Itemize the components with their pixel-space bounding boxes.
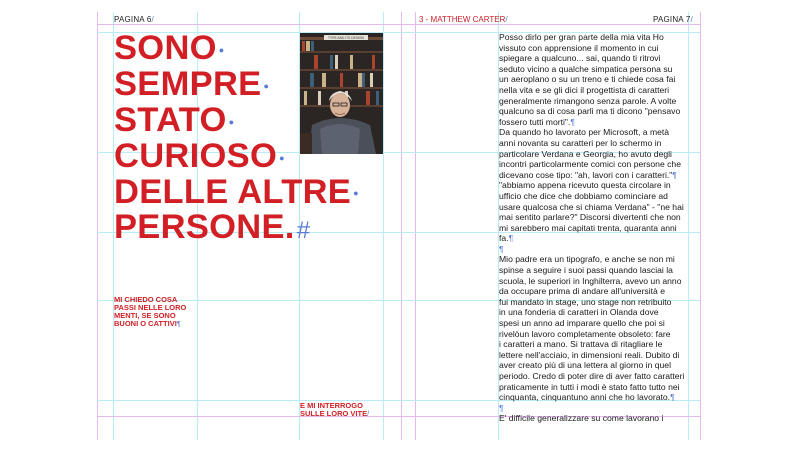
running-head [419, 15, 508, 24]
body-line: qualcuno sa di cosa parli ma ti dicono "pensavo [499, 106, 681, 117]
pull-quote[interactable]: E MI INTERROGO SULLE LORO VITE/ [300, 401, 370, 418]
body-line: anni novanta su caratteri per lo schermo in [499, 137, 662, 148]
spine-guide [415, 12, 416, 440]
body-line: nella vita e se gli dici il progettista di caratteri [499, 84, 670, 95]
body-line: spinse a seguire i suoi passi quando lasciai la [499, 265, 673, 276]
body-line: praticamente in tutti i modi è stato fatto tutto nei [499, 381, 680, 392]
body-line: mi sarebbero mai capitati trenta, quaranta anni [499, 222, 677, 233]
body-line: generalmente rimangono senza parole. A volte [499, 95, 677, 106]
frame-break-mark: / [151, 15, 154, 24]
frame-break-mark: / [505, 15, 508, 24]
body-line: vissuto con apprensione il momento in cui [499, 42, 659, 53]
end-of-story-mark: # [296, 217, 311, 245]
body-line: usare qualcosa che si chiama Verdana" - "ne hai [499, 201, 684, 212]
space-marker-icon: ● [228, 116, 235, 127]
headline-line: CURIOSO ● [114, 136, 285, 175]
page-label-left-text: PAGINA 6 [114, 15, 152, 24]
paragraph-mark-icon: ¶ [508, 233, 514, 244]
paragraph-mark-icon: ¶ [672, 169, 677, 180]
body-line: in una fonderia di caratteri in Olanda dove [499, 307, 659, 318]
top-margin-guide [97, 24, 700, 25]
photo-image [300, 33, 383, 154]
body-line: da occupare prima di andare all'università e [499, 286, 665, 297]
pull-quote[interactable]: MI CHIEDO COSA PASSI NELLE LORO MENTI, SE SONO BUONI O CATTIVI¶ [114, 295, 187, 328]
body-line: cinquanta, cinquantuno anni che ho lavorato.¶ [499, 392, 675, 403]
body-line [499, 244, 687, 255]
body-line [499, 403, 687, 414]
paragraph-mark-icon: ¶ [176, 319, 181, 328]
body-line: mai sentito parlare?" Discorsi divertenti che non [499, 212, 681, 223]
body-line: spesi un anno ad imparare quello che poi si [499, 318, 665, 329]
column-guide [688, 12, 689, 440]
body-line: Da quando ho lavorato per Microsoft, a metà [499, 127, 670, 138]
body-line: rivelòun lavoro completamente obsoleto: fare [499, 328, 671, 339]
space-marker-icon: ● [263, 80, 270, 91]
space-marker-icon: ● [279, 152, 285, 163]
body-line: Posso dirlo per gran parte della mia vita Ho [499, 32, 664, 42]
spine-guide [401, 12, 402, 440]
page-label-right-text: PAGINA 7 [653, 15, 691, 24]
space-marker-icon: ● [353, 188, 359, 199]
body-line: E' difficile generalizzare su come lavorano i [499, 413, 664, 424]
page-label-right [653, 15, 693, 24]
paragraph-mark-icon: ¶ [670, 392, 675, 403]
body-line: incontri particolarmente comici con persone che [499, 159, 681, 170]
headline-line: SONO ● [114, 29, 225, 67]
body-line: Mio padre era un tipografo, e anche se non mi [499, 254, 675, 265]
body-line: "abbiamo appena ricevuto questa circolare in [499, 180, 671, 191]
body-line: spiegare a qualcuno... sai, quando ti ritrovi [499, 53, 661, 64]
headline-line: SEMPRE ● [114, 64, 270, 103]
column-guide [383, 12, 384, 440]
body-line: dicevano cose tipo: "ah, lavori con i caratteri."¶ [499, 169, 677, 180]
headline-line: STATO ● [114, 100, 235, 139]
body-line: aver creato più di una lettera al giorno in quel [499, 360, 671, 371]
frame-break-mark: / [367, 409, 370, 418]
margin-guide [700, 12, 701, 440]
frame-break-mark: / [690, 15, 693, 24]
body-line: seduto vicino a qualche simpatica persona su [499, 63, 673, 74]
body-text-frame[interactable] [499, 32, 687, 424]
headline-line: DELLE ALTRE ● [114, 172, 359, 211]
margin-guide [97, 12, 98, 440]
headline-line: PERSONE.# [114, 208, 311, 247]
space-marker-icon: ● [218, 44, 225, 55]
body-line: ufficio che dice che dobbiamo cominciare ad [499, 190, 668, 201]
body-line: un aeroplano o su un treno e ti chiede cosa fai [499, 74, 676, 85]
paragraph-mark-icon: ¶ [499, 243, 504, 254]
body-line: fossero tutti morti".¶ [499, 116, 575, 127]
paragraph-mark-icon: ¶ [499, 402, 504, 413]
body-line: particolare Verdana e Georgia, ho avuto degli [499, 148, 672, 159]
book-title-text: TYPE AND ITS DESIGN [328, 36, 364, 40]
body-line: periodo. Credo di poter dire di aver fatto caratteri [499, 371, 685, 381]
portrait-photo[interactable] [300, 33, 383, 154]
body-line: fui mandato in stage, uno stage non retribuito [499, 296, 672, 307]
body-line: lettere nell'acciaio, in dimensioni reali. Dubito di [499, 349, 680, 360]
body-line: scuola, le superiori in Inghilterra, avevo un anno [499, 275, 682, 286]
body-line: i caratteri a mano. Si trattava di ritagliare le [499, 339, 663, 350]
page-label-left [114, 15, 154, 24]
running-head-text: 3 - MATTHEW CARTER [419, 15, 506, 24]
body-line: fa.¶ [499, 233, 514, 244]
paragraph-mark-icon: ¶ [570, 116, 575, 127]
